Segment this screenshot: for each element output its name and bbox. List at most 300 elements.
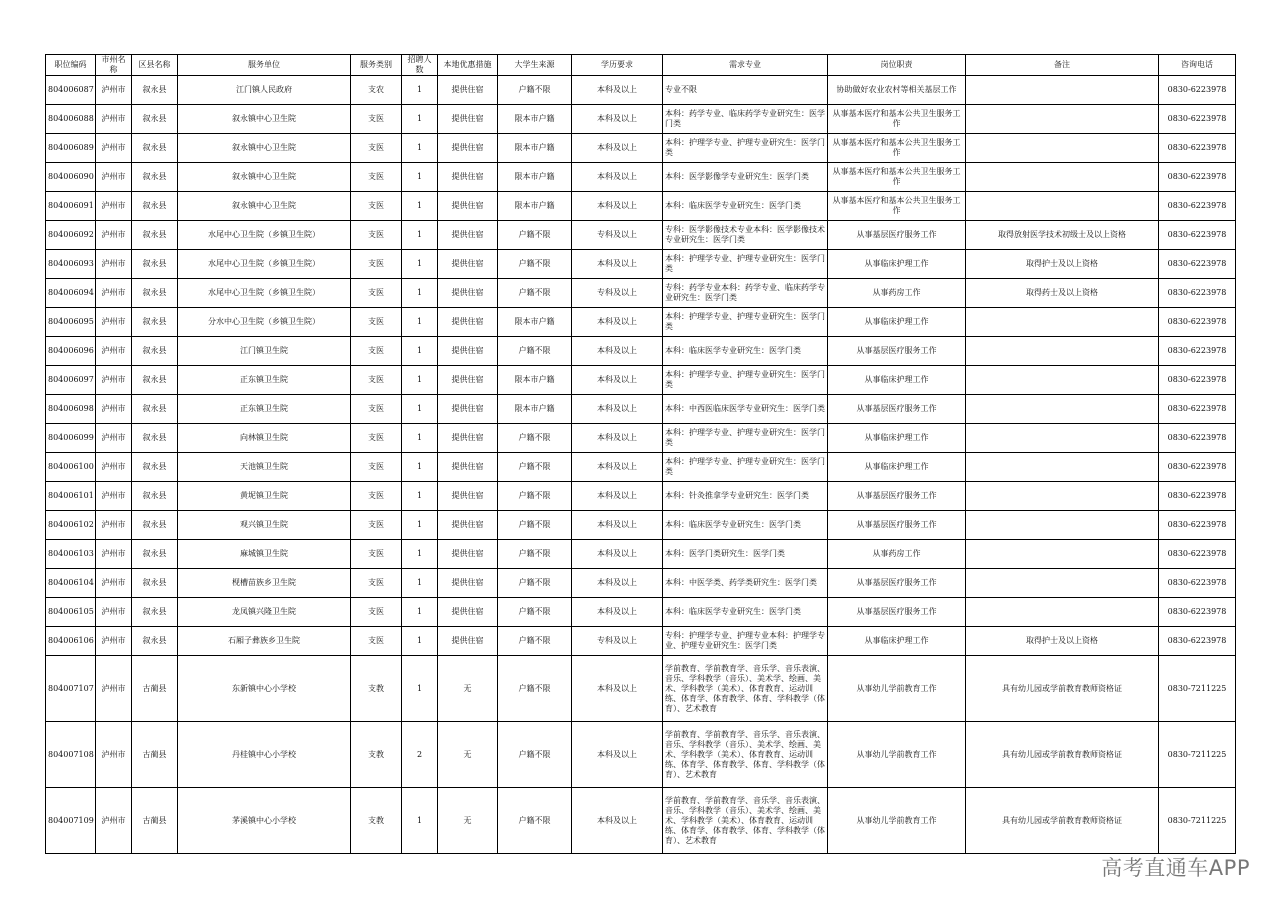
service-unit-cell: 石厢子彝族乡卫生院 <box>178 627 351 656</box>
hire-count-cell: 1 <box>402 308 438 337</box>
service-type-cell: 支医 <box>351 598 402 627</box>
student-origin-cell: 限本市户籍 <box>498 134 572 163</box>
duty-cell: 从事基层医疗服务工作 <box>828 569 966 598</box>
hire-count-cell: 1 <box>402 598 438 627</box>
job-code-cell: 804006095 <box>46 308 96 337</box>
phone-cell: 0830-7211225 <box>1159 722 1236 788</box>
city-cell: 泸州市 <box>96 788 132 854</box>
duty-cell: 从事基层医疗服务工作 <box>828 221 966 250</box>
header-county: 区县名称 <box>132 55 178 76</box>
duty-cell: 从事幼儿学前教育工作 <box>828 656 966 722</box>
job-code-cell: 804006106 <box>46 627 96 656</box>
header-remark: 备注 <box>966 55 1159 76</box>
service-unit-cell: 水尾中心卫生院（乡镇卫生院） <box>178 221 351 250</box>
hire-count-cell: 1 <box>402 395 438 424</box>
major-cell: 本科：药学专业、临床药学专业研究生：医学门类 <box>663 105 828 134</box>
job-code-cell: 804006105 <box>46 598 96 627</box>
service-type-cell: 支医 <box>351 511 402 540</box>
remark-cell: 取得护士及以上资格 <box>966 627 1159 656</box>
phone-cell: 0830-6223978 <box>1159 337 1236 366</box>
county-cell: 叙永县 <box>132 482 178 511</box>
education-cell: 本科及以上 <box>572 395 663 424</box>
student-origin-cell: 户籍不限 <box>498 598 572 627</box>
service-unit-cell: 东新镇中心小学校 <box>178 656 351 722</box>
major-cell: 本科：护理学专业、护理专业研究生：医学门类 <box>663 250 828 279</box>
job-code-cell: 804006097 <box>46 366 96 395</box>
hire-count-cell: 1 <box>402 453 438 482</box>
phone-cell: 0830-6223978 <box>1159 627 1236 656</box>
county-cell: 叙永县 <box>132 76 178 105</box>
education-cell: 本科及以上 <box>572 788 663 854</box>
hire-count-cell: 1 <box>402 366 438 395</box>
major-cell: 本科：护理学专业、护理专业研究生：医学门类 <box>663 366 828 395</box>
local-benefit-cell: 提供住宿 <box>438 482 498 511</box>
phone-cell: 0830-6223978 <box>1159 76 1236 105</box>
phone-cell: 0830-6223978 <box>1159 395 1236 424</box>
city-cell: 泸州市 <box>96 482 132 511</box>
city-cell: 泸州市 <box>96 279 132 308</box>
remark-cell <box>966 76 1159 105</box>
major-cell: 本科：医学影像学专业研究生：医学门类 <box>663 163 828 192</box>
student-origin-cell: 户籍不限 <box>498 540 572 569</box>
duty-cell: 从事幼儿学前教育工作 <box>828 722 966 788</box>
table-row <box>46 134 1236 163</box>
major-cell: 本科：中西医临床医学专业研究生：医学门类 <box>663 395 828 424</box>
header-student-origin: 大学生来源 <box>498 55 572 76</box>
education-cell: 本科及以上 <box>572 540 663 569</box>
major-cell: 学前教育、学前教育学、音乐学、音乐表演、音乐、学科教学（音乐）、美术学、绘画、美术、学科教学（美术）、体育教育、运动训练、体育学、体育教学、体育、学科教学（体育）、艺术教育 <box>663 656 828 722</box>
duty-cell: 协助做好农业农村等相关基层工作 <box>828 76 966 105</box>
major-cell: 学前教育、学前教育学、音乐学、音乐表演、音乐、学科教学（音乐）、美术学、绘画、美术、学科教学（美术）、体育教育、运动训练、体育学、体育教学、体育、学科教学（体育）、艺术教育 <box>663 722 828 788</box>
service-type-cell: 支医 <box>351 163 402 192</box>
student-origin-cell: 限本市户籍 <box>498 105 572 134</box>
county-cell: 叙永县 <box>132 395 178 424</box>
county-cell: 叙永县 <box>132 627 178 656</box>
remark-cell <box>966 453 1159 482</box>
student-origin-cell: 限本市户籍 <box>498 366 572 395</box>
county-cell: 叙永县 <box>132 453 178 482</box>
city-cell: 泸州市 <box>96 221 132 250</box>
service-unit-cell: 水尾中心卫生院（乡镇卫生院） <box>178 279 351 308</box>
local-benefit-cell: 无 <box>438 722 498 788</box>
service-type-cell: 支医 <box>351 250 402 279</box>
service-type-cell: 支医 <box>351 569 402 598</box>
service-unit-cell: 正东镇卫生院 <box>178 366 351 395</box>
major-cell: 本科：护理学专业、护理专业研究生：医学门类 <box>663 453 828 482</box>
table-row <box>46 511 1236 540</box>
hire-count-cell: 1 <box>402 134 438 163</box>
major-cell: 专业不限 <box>663 76 828 105</box>
hire-count-cell: 1 <box>402 482 438 511</box>
header-hire-count: 招聘人数 <box>402 55 438 76</box>
service-type-cell: 支医 <box>351 627 402 656</box>
local-benefit-cell: 提供住宿 <box>438 134 498 163</box>
student-origin-cell: 户籍不限 <box>498 569 572 598</box>
phone-cell: 0830-6223978 <box>1159 163 1236 192</box>
major-cell: 本科：护理学专业、护理专业研究生：医学门类 <box>663 424 828 453</box>
local-benefit-cell: 提供住宿 <box>438 163 498 192</box>
service-unit-cell: 正东镇卫生院 <box>178 395 351 424</box>
service-unit-cell: 枧槽苗族乡卫生院 <box>178 569 351 598</box>
education-cell: 专科及以上 <box>572 279 663 308</box>
county-cell: 叙永县 <box>132 366 178 395</box>
job-code-cell: 804006103 <box>46 540 96 569</box>
service-type-cell: 支医 <box>351 482 402 511</box>
hire-count-cell: 1 <box>402 163 438 192</box>
student-origin-cell: 户籍不限 <box>498 279 572 308</box>
major-cell: 本科：临床医学专业研究生：医学门类 <box>663 192 828 221</box>
county-cell: 叙永县 <box>132 192 178 221</box>
remark-cell <box>966 366 1159 395</box>
service-unit-cell: 观兴镇卫生院 <box>178 511 351 540</box>
city-cell: 泸州市 <box>96 76 132 105</box>
hire-count-cell: 1 <box>402 221 438 250</box>
hire-count-cell: 1 <box>402 788 438 854</box>
table-row <box>46 279 1236 308</box>
service-unit-cell: 向林镇卫生院 <box>178 424 351 453</box>
local-benefit-cell: 提供住宿 <box>438 192 498 221</box>
hire-count-cell: 1 <box>402 105 438 134</box>
service-unit-cell: 天池镇卫生院 <box>178 453 351 482</box>
city-cell: 泸州市 <box>96 395 132 424</box>
phone-cell: 0830-6223978 <box>1159 192 1236 221</box>
county-cell: 古蔺县 <box>132 788 178 854</box>
service-type-cell: 支教 <box>351 656 402 722</box>
local-benefit-cell: 提供住宿 <box>438 395 498 424</box>
job-code-cell: 804006089 <box>46 134 96 163</box>
major-cell: 专科：医学影像技术专业本科：医学影像技术专业研究生：医学门类 <box>663 221 828 250</box>
duty-cell: 从事药房工作 <box>828 540 966 569</box>
county-cell: 叙永县 <box>132 511 178 540</box>
hire-count-cell: 1 <box>402 540 438 569</box>
header-phone: 咨询电话 <box>1159 55 1236 76</box>
major-cell: 本科：中医学类、药学类研究生：医学门类 <box>663 569 828 598</box>
header-duty: 岗位职责 <box>828 55 966 76</box>
job-code-cell: 804006096 <box>46 337 96 366</box>
table-row <box>46 627 1236 656</box>
education-cell: 专科及以上 <box>572 221 663 250</box>
phone-cell: 0830-6223978 <box>1159 105 1236 134</box>
phone-cell: 0830-6223978 <box>1159 308 1236 337</box>
major-cell: 本科：针灸推拿学专业研究生：医学门类 <box>663 482 828 511</box>
table-row <box>46 788 1236 854</box>
table-row <box>46 308 1236 337</box>
remark-cell: 具有幼儿园或学前教育教师资格证 <box>966 788 1159 854</box>
local-benefit-cell: 提供住宿 <box>438 279 498 308</box>
service-unit-cell: 叙永镇中心卫生院 <box>178 105 351 134</box>
job-code-cell: 804006101 <box>46 482 96 511</box>
service-type-cell: 支医 <box>351 105 402 134</box>
job-code-cell: 804007107 <box>46 656 96 722</box>
phone-cell: 0830-7211225 <box>1159 656 1236 722</box>
education-cell: 专科及以上 <box>572 627 663 656</box>
education-cell: 本科及以上 <box>572 308 663 337</box>
job-code-cell: 804006100 <box>46 453 96 482</box>
header-local-benefit: 本地优惠措施 <box>438 55 498 76</box>
phone-cell: 0830-6223978 <box>1159 134 1236 163</box>
phone-cell: 0830-6223978 <box>1159 221 1236 250</box>
phone-cell: 0830-6223978 <box>1159 453 1236 482</box>
major-cell: 专科：药学专业本科：药学专业、临床药学专业研究生：医学门类 <box>663 279 828 308</box>
education-cell: 本科及以上 <box>572 250 663 279</box>
student-origin-cell: 户籍不限 <box>498 76 572 105</box>
table-row <box>46 598 1236 627</box>
hire-count-cell: 1 <box>402 569 438 598</box>
local-benefit-cell: 提供住宿 <box>438 511 498 540</box>
table-row <box>46 453 1236 482</box>
local-benefit-cell: 提供住宿 <box>438 337 498 366</box>
remark-cell <box>966 482 1159 511</box>
service-type-cell: 支医 <box>351 221 402 250</box>
service-unit-cell: 龙凤镇兴隆卫生院 <box>178 598 351 627</box>
local-benefit-cell: 无 <box>438 788 498 854</box>
duty-cell: 从事基本医疗和基本公共卫生服务工作 <box>828 163 966 192</box>
table-row <box>46 395 1236 424</box>
hire-count-cell: 1 <box>402 337 438 366</box>
major-cell: 本科：护理学专业、护理专业研究生：医学门类 <box>663 308 828 337</box>
city-cell: 泸州市 <box>96 337 132 366</box>
remark-cell <box>966 598 1159 627</box>
remark-cell <box>966 424 1159 453</box>
county-cell: 叙永县 <box>132 598 178 627</box>
service-type-cell: 支医 <box>351 192 402 221</box>
student-origin-cell: 户籍不限 <box>498 656 572 722</box>
local-benefit-cell: 提供住宿 <box>438 366 498 395</box>
service-type-cell: 支医 <box>351 134 402 163</box>
duty-cell: 从事基层医疗服务工作 <box>828 395 966 424</box>
hire-count-cell: 1 <box>402 627 438 656</box>
county-cell: 叙永县 <box>132 105 178 134</box>
county-cell: 叙永县 <box>132 163 178 192</box>
job-code-cell: 804006090 <box>46 163 96 192</box>
duty-cell: 从事临床护理工作 <box>828 627 966 656</box>
student-origin-cell: 户籍不限 <box>498 627 572 656</box>
duty-cell: 从事临床护理工作 <box>828 424 966 453</box>
phone-cell: 0830-6223978 <box>1159 250 1236 279</box>
hire-count-cell: 1 <box>402 192 438 221</box>
local-benefit-cell: 提供住宿 <box>438 540 498 569</box>
service-type-cell: 支医 <box>351 279 402 308</box>
local-benefit-cell: 提供住宿 <box>438 221 498 250</box>
education-cell: 本科及以上 <box>572 366 663 395</box>
education-cell: 本科及以上 <box>572 424 663 453</box>
student-origin-cell: 户籍不限 <box>498 722 572 788</box>
remark-cell <box>966 308 1159 337</box>
job-code-cell: 804006093 <box>46 250 96 279</box>
student-origin-cell: 户籍不限 <box>498 221 572 250</box>
education-cell: 本科及以上 <box>572 134 663 163</box>
service-type-cell: 支教 <box>351 722 402 788</box>
city-cell: 泸州市 <box>96 540 132 569</box>
city-cell: 泸州市 <box>96 656 132 722</box>
local-benefit-cell: 提供住宿 <box>438 308 498 337</box>
service-unit-cell: 叙永镇中心卫生院 <box>178 134 351 163</box>
hire-count-cell: 1 <box>402 279 438 308</box>
county-cell: 叙永县 <box>132 308 178 337</box>
city-cell: 泸州市 <box>96 366 132 395</box>
student-origin-cell: 限本市户籍 <box>498 192 572 221</box>
county-cell: 叙永县 <box>132 221 178 250</box>
service-unit-cell: 丹桂镇中心小学校 <box>178 722 351 788</box>
county-cell: 古蔺县 <box>132 656 178 722</box>
service-type-cell: 支医 <box>351 395 402 424</box>
table-row <box>46 250 1236 279</box>
job-code-cell: 804006092 <box>46 221 96 250</box>
phone-cell: 0830-6223978 <box>1159 279 1236 308</box>
table-row <box>46 482 1236 511</box>
county-cell: 叙永县 <box>132 540 178 569</box>
service-unit-cell: 江门镇卫生院 <box>178 337 351 366</box>
remark-cell: 取得护士及以上资格 <box>966 250 1159 279</box>
local-benefit-cell: 提供住宿 <box>438 627 498 656</box>
job-code-cell: 804006104 <box>46 569 96 598</box>
remark-cell: 取得药士及以上资格 <box>966 279 1159 308</box>
remark-cell <box>966 134 1159 163</box>
city-cell: 泸州市 <box>96 134 132 163</box>
header-service-type: 服务类别 <box>351 55 402 76</box>
table-row <box>46 569 1236 598</box>
watermark-logo-text: 高考直通车APP <box>1101 856 1250 880</box>
table-row <box>46 722 1236 788</box>
city-cell: 泸州市 <box>96 163 132 192</box>
remark-cell: 具有幼儿园或学前教育教师资格证 <box>966 656 1159 722</box>
duty-cell: 从事幼儿学前教育工作 <box>828 788 966 854</box>
local-benefit-cell: 提供住宿 <box>438 569 498 598</box>
county-cell: 叙永县 <box>132 279 178 308</box>
city-cell: 泸州市 <box>96 250 132 279</box>
local-benefit-cell: 提供住宿 <box>438 598 498 627</box>
education-cell: 本科及以上 <box>572 453 663 482</box>
city-cell: 泸州市 <box>96 424 132 453</box>
student-origin-cell: 户籍不限 <box>498 250 572 279</box>
duty-cell: 从事基层医疗服务工作 <box>828 337 966 366</box>
remark-cell <box>966 511 1159 540</box>
service-unit-cell: 麻城镇卫生院 <box>178 540 351 569</box>
table-row <box>46 337 1236 366</box>
table-row <box>46 424 1236 453</box>
local-benefit-cell: 提供住宿 <box>438 76 498 105</box>
service-type-cell: 支医 <box>351 453 402 482</box>
service-unit-cell: 江门镇人民政府 <box>178 76 351 105</box>
duty-cell: 从事基层医疗服务工作 <box>828 482 966 511</box>
remark-cell <box>966 105 1159 134</box>
hire-count-cell: 1 <box>402 511 438 540</box>
major-cell: 本科：护理学专业、护理专业研究生：医学门类 <box>663 134 828 163</box>
job-code-cell: 804006091 <box>46 192 96 221</box>
service-type-cell: 支医 <box>351 308 402 337</box>
city-cell: 泸州市 <box>96 105 132 134</box>
major-cell: 本科：医学门类研究生：医学门类 <box>663 540 828 569</box>
major-cell: 专科：护理学专业、护理专业本科：护理学专业、护理专业研究生：医学门类 <box>663 627 828 656</box>
county-cell: 叙永县 <box>132 337 178 366</box>
student-origin-cell: 户籍不限 <box>498 511 572 540</box>
student-origin-cell: 户籍不限 <box>498 453 572 482</box>
duty-cell: 从事临床护理工作 <box>828 250 966 279</box>
remark-cell <box>966 163 1159 192</box>
job-code-cell: 804006094 <box>46 279 96 308</box>
header-job-code: 职位编码 <box>46 55 96 76</box>
local-benefit-cell: 提供住宿 <box>438 250 498 279</box>
phone-cell: 0830-6223978 <box>1159 569 1236 598</box>
table-row <box>46 221 1236 250</box>
city-cell: 泸州市 <box>96 453 132 482</box>
table-row <box>46 76 1236 105</box>
remark-cell <box>966 569 1159 598</box>
job-code-cell: 804007108 <box>46 722 96 788</box>
service-unit-cell: 茅溪镇中心小学校 <box>178 788 351 854</box>
header-city: 市州名称 <box>96 55 132 76</box>
table-row <box>46 656 1236 722</box>
header-service-unit: 服务单位 <box>178 55 351 76</box>
city-cell: 泸州市 <box>96 598 132 627</box>
table-row <box>46 540 1236 569</box>
county-cell: 叙永县 <box>132 569 178 598</box>
phone-cell: 0830-6223978 <box>1159 482 1236 511</box>
remark-cell <box>966 337 1159 366</box>
service-unit-cell: 叙永镇中心卫生院 <box>178 192 351 221</box>
city-cell: 泸州市 <box>96 569 132 598</box>
hire-count-cell: 1 <box>402 656 438 722</box>
job-code-cell: 804006102 <box>46 511 96 540</box>
duty-cell: 从事基本医疗和基本公共卫生服务工作 <box>828 105 966 134</box>
service-type-cell: 支医 <box>351 337 402 366</box>
remark-cell: 具有幼儿园或学前教育教师资格证 <box>966 722 1159 788</box>
remark-cell <box>966 540 1159 569</box>
student-origin-cell: 户籍不限 <box>498 337 572 366</box>
education-cell: 本科及以上 <box>572 337 663 366</box>
education-cell: 本科及以上 <box>572 598 663 627</box>
phone-cell: 0830-6223978 <box>1159 511 1236 540</box>
county-cell: 叙永县 <box>132 424 178 453</box>
hire-count-cell: 1 <box>402 424 438 453</box>
job-code-cell: 804006099 <box>46 424 96 453</box>
header-education: 学历要求 <box>572 55 663 76</box>
city-cell: 泸州市 <box>96 511 132 540</box>
local-benefit-cell: 无 <box>438 656 498 722</box>
student-origin-cell: 限本市户籍 <box>498 308 572 337</box>
service-type-cell: 支医 <box>351 424 402 453</box>
education-cell: 本科及以上 <box>572 76 663 105</box>
service-type-cell: 支农 <box>351 76 402 105</box>
service-unit-cell: 分水中心卫生院（乡镇卫生院） <box>178 308 351 337</box>
local-benefit-cell: 提供住宿 <box>438 453 498 482</box>
service-type-cell: 支医 <box>351 366 402 395</box>
education-cell: 本科及以上 <box>572 105 663 134</box>
table-header-row <box>46 55 1236 76</box>
student-origin-cell: 户籍不限 <box>498 424 572 453</box>
duty-cell: 从事临床护理工作 <box>828 308 966 337</box>
city-cell: 泸州市 <box>96 192 132 221</box>
student-origin-cell: 限本市户籍 <box>498 395 572 424</box>
student-origin-cell: 限本市户籍 <box>498 163 572 192</box>
duty-cell: 从事药房工作 <box>828 279 966 308</box>
table-row <box>46 366 1236 395</box>
header-major: 需求专业 <box>663 55 828 76</box>
hire-count-cell: 2 <box>402 722 438 788</box>
recruitment-table <box>45 54 1236 854</box>
job-code-cell: 804006088 <box>46 105 96 134</box>
duty-cell: 从事基本医疗和基本公共卫生服务工作 <box>828 134 966 163</box>
duty-cell: 从事基本医疗和基本公共卫生服务工作 <box>828 192 966 221</box>
table-row <box>46 192 1236 221</box>
service-unit-cell: 黄坭镇卫生院 <box>178 482 351 511</box>
major-cell: 本科：临床医学专业研究生：医学门类 <box>663 598 828 627</box>
remark-cell <box>966 395 1159 424</box>
major-cell: 本科：临床医学专业研究生：医学门类 <box>663 511 828 540</box>
education-cell: 本科及以上 <box>572 511 663 540</box>
phone-cell: 0830-6223978 <box>1159 424 1236 453</box>
job-code-cell: 804006087 <box>46 76 96 105</box>
